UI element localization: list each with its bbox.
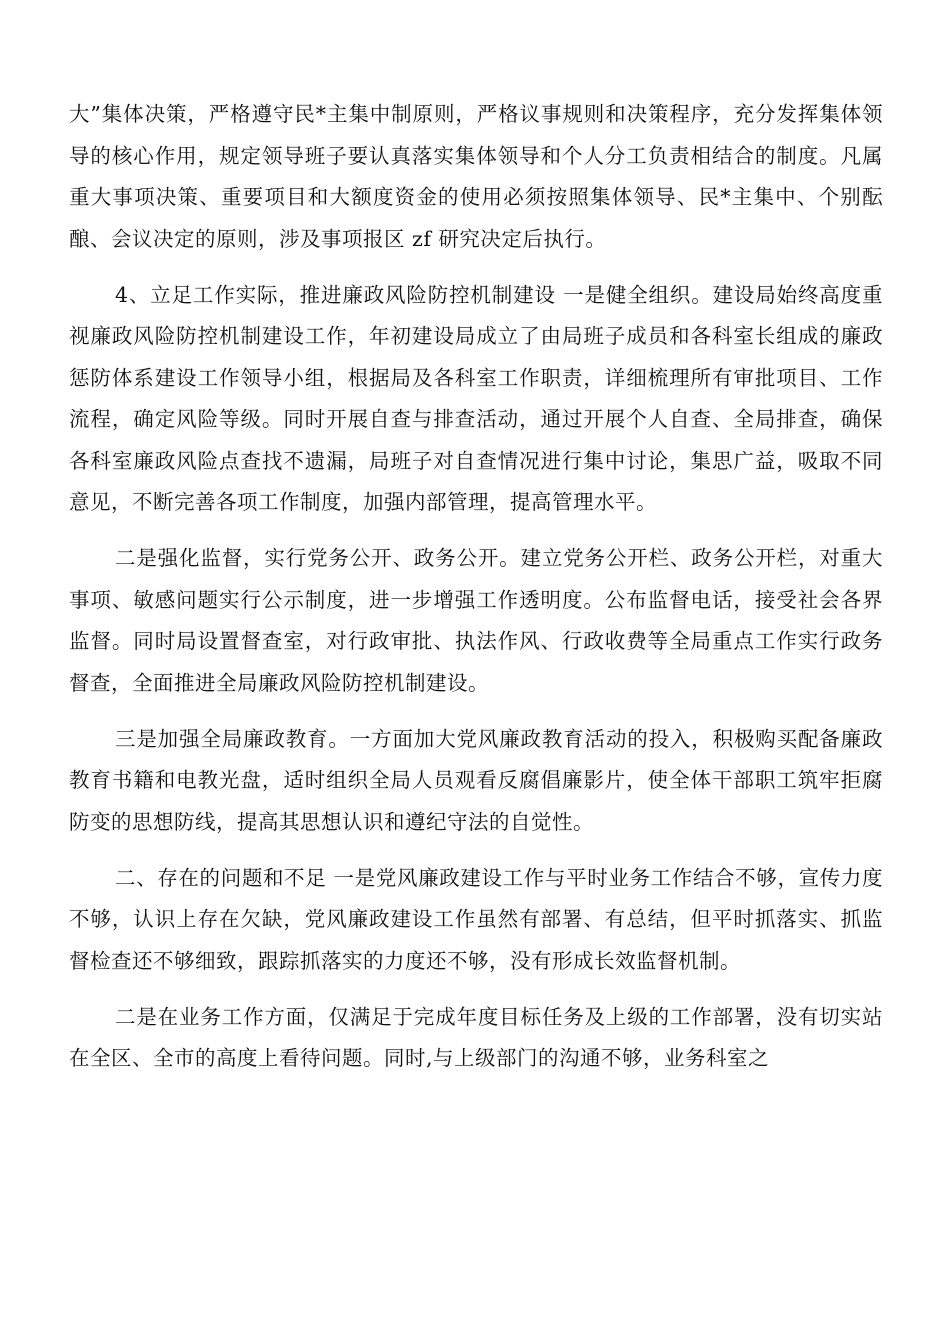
paragraph-education: 三是加强全局廉政教育。一方面加大党风廉政教育活动的投入，积极购买配备廉政教育书籍和电教光盘，适时组织全局人员观看反腐倡廉影片，使全体干部职工筑牢拒腐防变的思想防线，提高其思想认识和遵纪守法的自觉性。 bbox=[69, 726, 883, 834]
document-body bbox=[69, 94, 883, 1094]
paragraph-continued: 大”集体决策，严格遵守民*主集中制原则，严格议事规则和决策程序，充分发挥集体领导的核心作用，规定领导班子要认真落实集体领导和个人分工负责相结合的制度。凡属重大事项决策、重要项目和大额度资金的使用必须按照集体领导、民*主集中、个别酝酿、会议决定的原则，涉及事项报区 zf 研究决定后执行。 bbox=[69, 102, 883, 251]
paragraph-risk-control: 4、立足工作实际，推进廉政风险防控机制建设 一是健全组织。建设局始终高度重视廉政风险防控机制建设工作，年初建设局成立了由局班子成员和各科室长组成的廉政惩防体系建设工作领导小组，根据局及各科室工作职责，详细梳理所有审批项目、工作流程，确定风险等级。同时开展自查与排查活动，通过开展个人自查、全局排查，确保各科室廉政风险点查找不遗漏，局班子对自查情况进行集中讨论，集思广益，吸取不同意见，不断完善各项工作制度，加强内部管理，提高管理水平。 bbox=[69, 282, 883, 514]
paragraph-supervision: 二是强化监督，实行党务公开、政务公开。建立党务公开栏、政务公开栏，对重大事项、敏感问题实行公示制度，进一步增强工作透明度。公布监督电话，接受社会各界监督。同时局设置督查室，对行政审批、执法作风、行政收费等全局重点工作实行政务督查，全面推进全局廉政风险防控机制建设。 bbox=[69, 546, 883, 695]
paragraph-problems: 二、存在的问题和不足 一是党风廉政建设工作与平时业务工作结合不够，宣传力度不够，认识上存在欠缺，党风廉政建设工作虽然有部署、有总结，但平时抓落实、抓监督检查还不够细致，跟踪抓落实的力度还不够，没有形成长效监督机制。 bbox=[69, 865, 883, 973]
paragraph-business-work: 二是在业务工作方面，仅满足于完成年度目标任务及上级的工作部署，没有切实站在全区、全市的高度上看待问题。同时,与上级部门的沟通不够，业务科室之 bbox=[69, 1004, 883, 1070]
